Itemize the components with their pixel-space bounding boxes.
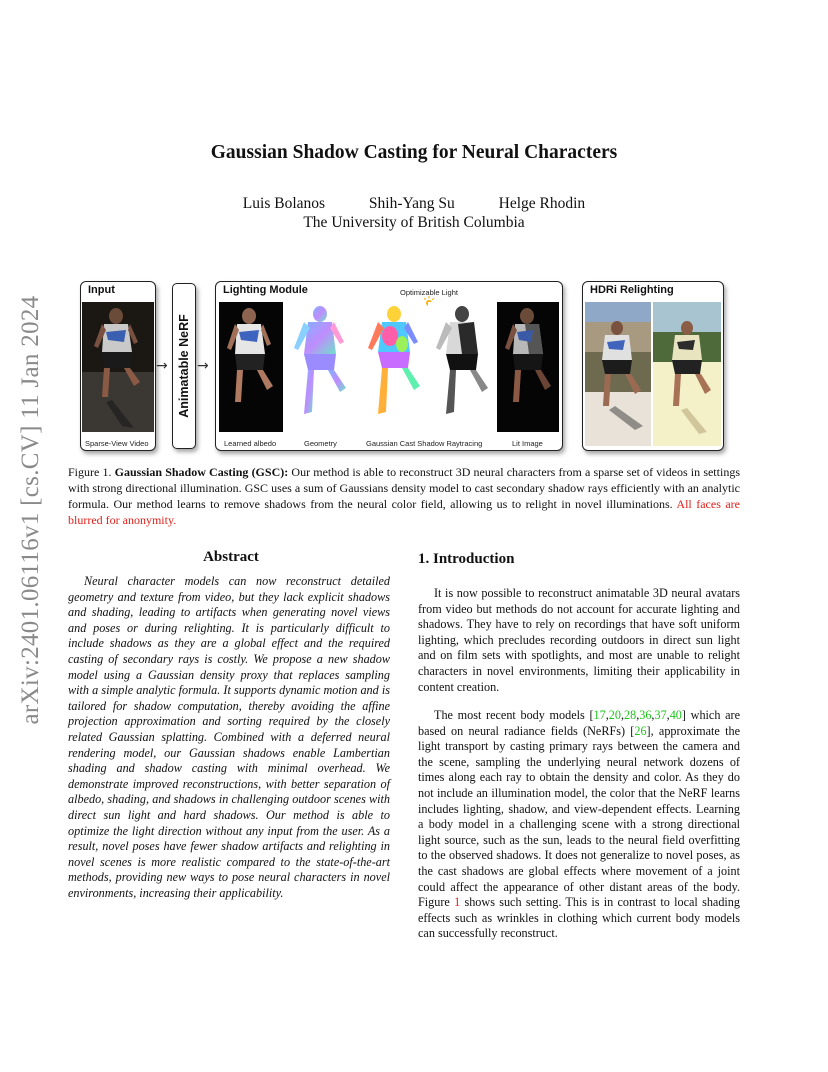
input-video-image — [82, 302, 154, 432]
author-name: Luis Bolanos — [242, 195, 326, 212]
intro-text: The most recent body models [ — [434, 708, 594, 722]
nerf-label: Animatable NeRF — [177, 314, 191, 418]
intro-text: ], approximate the light transport by casting primary rays between the camera and the scene, sampling the underlying neural network dozens of times along each ray to obtain the density and color. As they do not include an illumination model, the color that the NeRF learns includes lighting, shadow, and view-dependent effects. Learning a body model in a challenging scene with a strong directional light source, such as the sun, leads to the neural field overfitting to the observed shadows. It does not generalize to novel poses, as the cast shadows are global effects where movement of a joint could affect the appearance of other distant areas of the body. Figure — [418, 723, 740, 910]
paper-title: Gaussian Shadow Casting for Neural Characters — [210, 142, 618, 163]
citation-link[interactable]: 26 — [634, 723, 647, 738]
arrow-right-icon: → — [197, 358, 209, 374]
hdri-relighting-panel — [582, 281, 724, 451]
citation-link[interactable]: 17 — [593, 708, 606, 722]
arxiv-side-stamp — [10, 290, 52, 730]
author-name: Helge Rhodin — [498, 195, 586, 212]
author-list — [0, 195, 828, 213]
author-name: Shih-Yang Su — [368, 195, 455, 212]
figure-label: Figure 1. — [68, 465, 112, 479]
albedo-caption: Learned albedo — [224, 439, 277, 448]
figure-1 — [80, 278, 746, 454]
albedo-image — [219, 302, 283, 432]
intro-heading: 1. Introduction — [418, 551, 515, 567]
animatable-nerf-box — [172, 283, 196, 449]
citation-link[interactable]: 40 — [669, 708, 682, 722]
figure-caption-text: Our method is able to reconstruct 3D neural characters from a sparse set of videos in settings with strong directional illumination. GSC uses a sum of Gaussians density model to cast secondary shadow rays efficiently with an analytic formula. Our method learns to remove shadows from the neural color field, allowing us to relight in novel illuminations. — [68, 465, 740, 511]
arrow-right-icon: → — [156, 358, 168, 374]
intro-paragraph-2: The most recent body models [17,20,28,36,37,40] which are based on neural radiance fields (NeRFs) [26], approximate the light transport by casting primary rays between the camera and the scene, sampling the underlying neural network dozens of times along each ray to obtain the density and color. As they do not include an illumination model, the color that the NeRF learns includes lighting, shadow, and view-dependent effects. Learning a body model in a challenging scene with a strong directional light source, such as the sun, leads to the neural field overfitting to the observed shadows. It does not generalize to novel poses, as the cast shadows are global effects where movement of a joint could affect the appearance of other distant areas of the body. Figure 1 shows such setting. This is in contrast to local shading effects such as wrinkles in clothing which current body models can successfully reconstruct. — [418, 708, 740, 941]
lit-image-caption: Lit Image — [512, 439, 543, 448]
intro-text: ] which are based on neural radiance fields (NeRFs) [ — [418, 708, 740, 738]
geometry-caption: Geometry — [304, 439, 337, 448]
figure-caption — [68, 464, 740, 528]
optimizable-light-label: Optimizable Light — [400, 288, 458, 297]
input-panel-title: Input — [88, 284, 115, 296]
gaussian-shadow-image — [356, 302, 426, 432]
geometry-image — [286, 302, 352, 432]
hdri-title: HDRi Relighting — [590, 284, 674, 296]
shadow-raytracing-image — [428, 302, 494, 432]
citation-link[interactable]: 20 — [608, 708, 621, 722]
figure-reference-link[interactable]: 1 — [454, 895, 461, 910]
citation-link[interactable]: 37 — [654, 708, 667, 722]
raytracing-caption: Gaussian Cast Shadow Raytracing — [366, 439, 483, 448]
hdri-scene-2-image — [653, 302, 721, 446]
lit-image — [497, 302, 559, 432]
affiliation: The University of British Columbia — [303, 214, 525, 231]
arxiv-id-text: arXiv:2401.06116v1 [cs.CV] 11 Jan 2024 — [17, 295, 44, 725]
lighting-module-panel — [215, 281, 563, 451]
lighting-module-title: Lighting Module — [223, 284, 308, 296]
input-caption: Sparse-View Video — [85, 439, 149, 448]
abstract-heading: Abstract — [203, 549, 259, 565]
abstract-body: Neural character models can now reconstruct detailed geometry and texture from video, but they lack explicit shadows and shading, leading to artifacts when generating novel views and poses or during relighting. It is particularly difficult to include shadows as they are a global effect and the required casting of secondary rays is costly. We propose a new shadow model using a Gaussian density proxy that replaces sampling with a simple analytic formula. It supports dynamic motion and is tailored for shadow computation, thereby avoiding the affine projection approximation and sorting required by the closely related Gaussian splatting. Combined with a deferred neural rendering model, our Gaussian shadows enable Lambertian shading and shadow casting with minimal overhead. We demonstrate improved reconstructions, with better separation of albedo, shading, and shadows in challenging outdoor scenes with direct sun light and hard shadows. Our method is able to optimize the light direction without any input from the user. As a result, novel poses have fewer shadow artifacts and relighting in novel scenes is more realistic compared to the state-of-the-art methods, providing new ways to pose neural characters in novel environments, increasing their applicability. — [68, 574, 390, 900]
citation-link[interactable]: 28 — [624, 708, 637, 722]
input-panel — [80, 281, 156, 451]
citation-link[interactable]: 36 — [639, 708, 652, 722]
figure-caption-bold: Gaussian Shadow Casting (GSC): — [114, 465, 289, 479]
hdri-scene-1-image — [585, 302, 651, 446]
figure-caption-note: All faces are blurred for anonymity. — [68, 497, 740, 527]
intro-paragraph-1: It is now possible to reconstruct animatable 3D neural avatars from video but methods do not account for accurate lighting and shadows. They have to rely on recordings that have soft uniform lighting, which precludes recording outdoors in direct sun light and on film sets with spotlights, and most are unable to relight characters in novel environments, limiting their applicability in content creation. — [418, 586, 740, 694]
intro-text: shows such setting. This is in contrast to local shading effects such as wrinkles in clothing which current body models can successfully reconstruct. — [418, 895, 740, 941]
